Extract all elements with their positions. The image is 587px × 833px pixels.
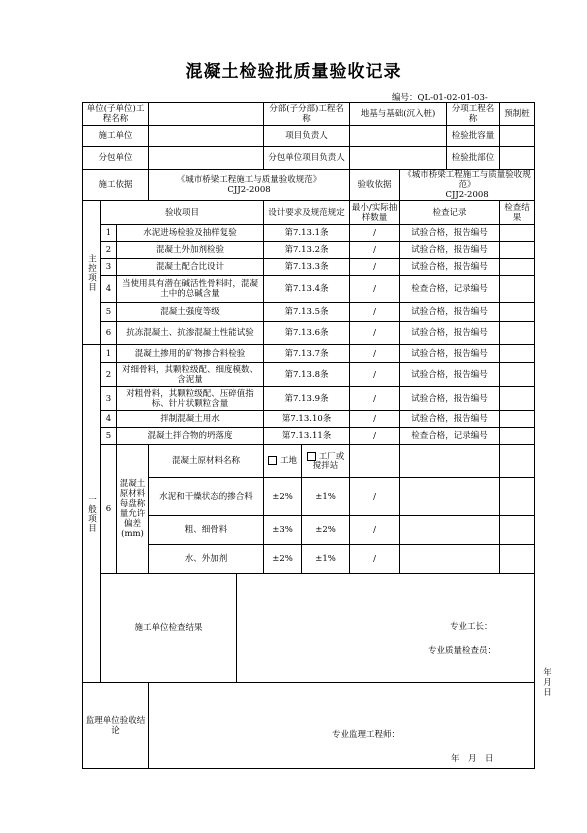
row-result[interactable] [500,225,535,242]
main-control-label: 主控项目 [83,201,101,345]
material-row [83,516,535,545]
row-result[interactable] [500,411,535,428]
material-row [83,478,535,516]
row-no: 2 [101,363,117,387]
row-result[interactable] [500,303,535,322]
plant-checkbox[interactable] [307,452,316,461]
item-project-value[interactable]: 预制桩 [500,103,535,126]
row-no: 3 [101,259,117,276]
item-project-label: 分项工程名称 [447,103,500,126]
supervision-engineer-label: 专业监理工程师： [332,730,401,740]
header-row-1 [83,103,535,126]
batch-capacity-label: 检验批容量 [447,126,500,147]
batch-part-label: 检验批部位 [447,147,500,170]
row-spec: 第7.13.2条 [264,242,350,259]
plant-label: 工厂或搅拌站 [312,451,345,471]
row-item: 混凝土拌合物的坍落度 [117,428,264,445]
table-row [83,387,535,411]
batch-part-value[interactable] [500,147,535,170]
column-header-row [83,201,535,225]
material-tolerance-label: 混凝土原材料每盘称量允许偏差(mm) [117,445,149,574]
table-row [83,411,535,428]
construction-date-label: 年 月 日 [543,668,561,698]
material-site-tolerance: ±3% [264,516,302,545]
header-row-3 [83,147,535,170]
acceptance-basis-label: 验收依据 [350,170,400,201]
row-item: 当使用具有潜在碱活性骨料时，混凝土中的总碱含量 [117,276,264,303]
row-result[interactable] [500,363,535,387]
material-plant-tolerance: ±2% [302,516,350,545]
row-min[interactable]: / [350,345,400,363]
basis-value-line2: CJJ2-2008 [227,185,271,195]
row-min[interactable]: / [350,303,400,322]
row-spec: 第7.13.6条 [264,322,350,345]
supervision-row [83,683,535,769]
row-spec: 第7.13.9条 [264,387,350,411]
table-row [83,322,535,345]
col-min: 最小/实际抽样数量 [350,201,400,225]
col-spec: 设计要求及规范规定 [264,201,350,225]
material-min[interactable]: / [350,516,400,545]
acceptance-basis-value [400,170,535,201]
row-min[interactable]: / [350,411,400,428]
row-record[interactable]: 试验合格，报告编号 [400,411,500,428]
material-min-header [350,445,400,478]
row-min[interactable]: / [350,428,400,445]
row-item: 拌制混凝土用水 [117,411,264,428]
row-min[interactable]: / [350,259,400,276]
row-item: 混凝土配合比设计 [117,259,264,276]
sub-project-value[interactable]: 地基与基础(沉入桩) [350,103,447,126]
material-site-tolerance: ±2% [264,478,302,516]
row-record[interactable]: 试验合格，报告编号 [400,225,500,242]
quality-inspector-label: 专业质量检查员： [428,646,497,656]
table-row [83,428,535,445]
row-record[interactable]: 试验合格，报告编号 [400,322,500,345]
material-result[interactable] [500,545,535,574]
material-name: 粗、细骨料 [149,516,264,545]
basis-value-line1: 《城市桥梁工程施工与质量验收规范》 [176,175,322,185]
subcontract-manager-value[interactable] [350,147,447,170]
row-result[interactable] [500,345,535,363]
row-spec: 第7.13.1条 [264,225,350,242]
header-row-4 [83,170,535,201]
table-row [83,259,535,276]
acceptance-value-line2: CJJ2-2008 [445,190,489,200]
row-no: 4 [101,276,117,303]
material-result-header [500,445,535,478]
general-items-label: 一般项目 [83,345,101,683]
supervision-content[interactable] [149,683,535,769]
project-manager-label: 项目负责人 [264,126,350,147]
row-item: 抗冻混凝土、抗渗混凝土性能试验 [117,322,264,345]
col-record: 检查记录 [400,201,500,225]
row-spec: 第7.13.4条 [264,276,350,303]
material-plant-tolerance: ±1% [302,545,350,574]
project-manager-value[interactable] [350,126,447,147]
row-no: 2 [101,242,117,259]
sub-project-label: 分部(子分部)工程名称 [264,103,350,126]
row-spec: 第7.13.11条 [264,428,350,445]
material-record[interactable] [400,516,500,545]
row-item: 对细骨料，其颗粒级配、细度模数、含泥量 [117,363,264,387]
material-record[interactable] [400,478,500,516]
col-item: 验收项目 [101,201,264,225]
row-min[interactable]: / [350,225,400,242]
row-record[interactable]: 试验合格，报告编号 [400,242,500,259]
row-min[interactable]: / [350,363,400,387]
row-result[interactable] [500,428,535,445]
batch-capacity-value[interactable] [500,126,535,147]
row-result[interactable] [500,322,535,345]
material-plant-tolerance: ±1% [302,478,350,516]
subcontract-unit-label: 分包单位 [83,147,149,170]
acceptance-value-line1: 《城市桥梁工程施工与质量验收规范》 [403,170,531,190]
unit-project-value[interactable] [149,103,264,126]
header-row-2 [83,126,535,147]
material-record[interactable] [400,545,500,574]
supervision-date-label: 年 月 日 [451,754,494,764]
material-name-label: 混凝土原材料名称 [149,445,264,478]
row-item: 对粗骨料，其颗粒级配、压碎值指标、针片状颗粒含量 [117,387,264,411]
row-no: 1 [101,225,117,242]
material-name: 水泥和干燥状态的掺合料 [149,478,264,516]
basis-label: 施工依据 [83,170,149,201]
row-record[interactable]: 试验合格，报告编号 [400,303,500,322]
row-item: 混凝土掺用的矿物掺合料检验 [117,345,264,363]
row-record[interactable]: 检查合格，记录编号 [400,428,500,445]
construction-result-content[interactable] [237,574,561,698]
basis-value [149,170,350,201]
material-row [83,545,535,574]
row-min[interactable]: / [350,387,400,411]
row-result[interactable] [500,276,535,303]
site-option[interactable] [264,445,302,478]
table-row [83,276,535,303]
subcontract-unit-value[interactable] [149,147,264,170]
material-site-tolerance: ±2% [264,545,302,574]
document-number: 编号：QL-01-02-01-03- [392,93,488,103]
material-header-row [83,445,535,478]
row-item: 水泥进场检验及抽样复验 [117,225,264,242]
site-checkbox[interactable] [268,456,277,465]
inspection-form [82,102,561,769]
page-title: 混凝土检验批质量验收记录 [185,62,402,82]
row-record[interactable]: 试验合格，报告编号 [400,363,500,387]
site-label: 工地 [280,456,298,466]
row-item: 混凝土强度等级 [117,303,264,322]
material-name: 水、外加剂 [149,545,264,574]
row-result[interactable] [500,242,535,259]
row-spec: 第7.13.10条 [264,411,350,428]
construction-result-row [83,574,535,683]
table-row [83,242,535,259]
table-row [83,363,535,387]
table-row [83,303,535,322]
material-result[interactable] [500,478,535,516]
construction-result-label: 施工单位检查结果 [101,574,237,683]
construction-unit-label: 施工单位 [83,126,149,147]
col-result: 检查结果 [500,201,535,225]
row-no: 3 [101,387,117,411]
table-row [83,225,535,242]
row-spec: 第7.13.8条 [264,363,350,387]
material-result[interactable] [500,516,535,545]
row-no: 6 [101,445,117,574]
row-min[interactable]: / [350,276,400,303]
foreman-label: 专业工长： [450,622,493,632]
table-row [83,345,535,363]
row-no: 1 [101,345,117,363]
material-min[interactable]: / [350,478,400,516]
construction-unit-value[interactable] [149,126,264,147]
row-result[interactable] [500,387,535,411]
row-spec: 第7.13.3条 [264,259,350,276]
unit-project-label: 单位(子单位)工程名称 [83,103,149,126]
row-min[interactable]: / [350,322,400,345]
row-spec: 第7.13.5条 [264,303,350,322]
row-no: 6 [101,322,117,345]
row-record[interactable]: 试验合格，报告编号 [400,387,500,411]
plant-option[interactable] [302,445,350,478]
row-record[interactable]: 检查合格，记录编号 [400,276,500,303]
row-spec: 第7.13.7条 [264,345,350,363]
row-record[interactable]: 试验合格，报告编号 [400,259,500,276]
subcontract-manager-label: 分包单位项目负责人 [264,147,350,170]
row-no: 4 [101,411,117,428]
material-record-header [400,445,500,478]
row-min[interactable]: / [350,242,400,259]
row-record[interactable]: 试验合格，报告编号 [400,345,500,363]
supervision-label: 监理单位验收结论 [83,683,149,769]
row-result[interactable] [500,259,535,276]
row-no: 5 [101,303,117,322]
material-min[interactable]: / [350,545,400,574]
row-item: 混凝土外加剂检验 [117,242,264,259]
row-no: 5 [101,428,117,445]
